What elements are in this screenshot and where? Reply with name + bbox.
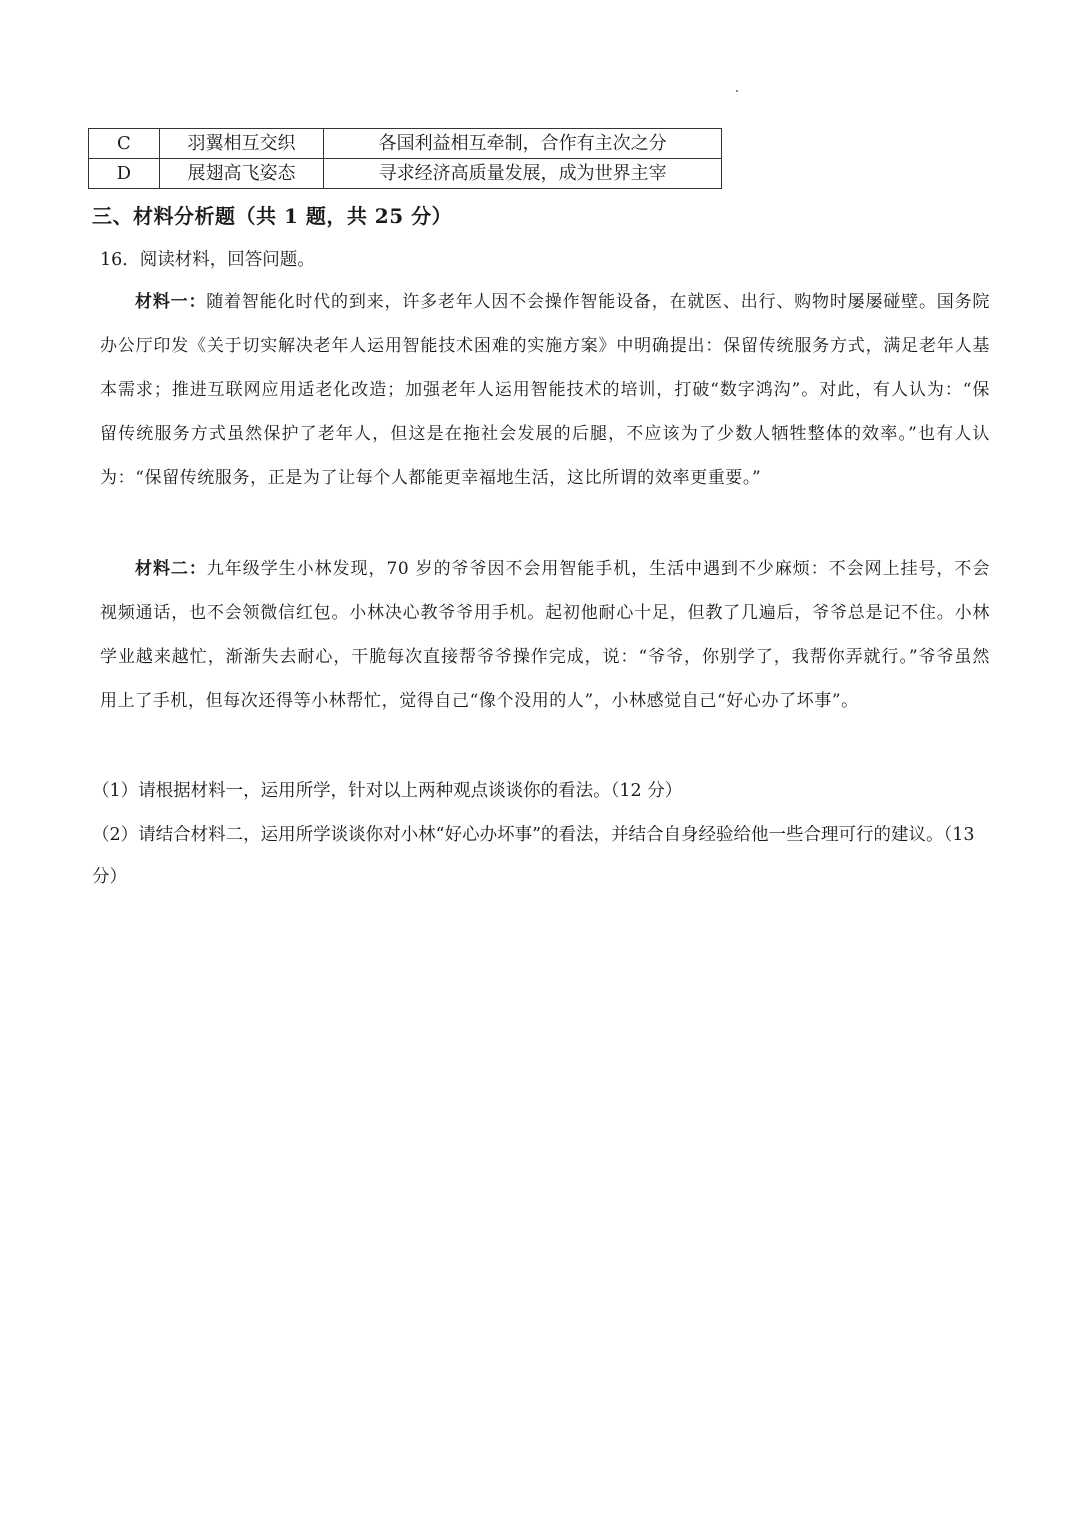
option-letter: D <box>89 159 160 189</box>
material-one-label: 材料一： <box>135 292 207 312</box>
scan-dot <box>736 90 738 92</box>
option-meaning: 各国利益相互牵制，合作有主次之分 <box>324 129 722 159</box>
option-meaning: 寻求经济高质量发展，成为世界主宰 <box>324 159 722 189</box>
options-table <box>88 128 722 189</box>
material-two-text: 九年级学生小林发现，70 岁的爷爷因不会用智能手机，生活中遇到不少麻烦：不会网上挂号，不会视频通话，也不会领微信红包。小林决心教爷爷用手机。起初他耐心十足，但教了几遍后，爷爷总是记不住。小林学业越来越忙，渐渐失去耐心，干脆每次直接帮爷爷操作完成，说：“爷爷，你别学了，我帮你弄就行。”爷爷虽然用上了手机，但每次还得等小林帮忙，觉得自己“像个没用的人”，小林感觉自己“好心办了坏事”。 <box>100 559 990 711</box>
sub-question-2: （2）请结合材料二，运用所学谈谈你对小林“好心办坏事”的看法，并结合自身经验给他一些合理可行的建议。（13 分） <box>92 825 975 887</box>
material-two-label: 材料二： <box>135 559 207 579</box>
option-image-desc: 展翅高飞姿态 <box>159 159 323 189</box>
sub-question-1: （1）请根据材料一，运用所学，针对以上两种观点谈谈你的看法。（12 分） <box>92 781 683 801</box>
option-image-desc: 羽翼相互交织 <box>159 129 323 159</box>
material-one <box>100 280 990 500</box>
section-title: 三、材料分析题（共 1 题，共 25 分） <box>92 204 453 228</box>
table-row <box>89 159 722 189</box>
option-letter: C <box>89 129 160 159</box>
question-stem: 16．阅读材料，回答问题。 <box>100 250 315 270</box>
table-row <box>89 129 722 159</box>
material-one-text: 随着智能化时代的到来，许多老年人因不会操作智能设备，在就医、出行、购物时屡屡碰壁。国务院办公厅印发《关于切实解决老年人运用智能技术困难的实施方案》中明确提出：保留传统服务方式，满足老年人基本需求；推进互联网应用适老化改造；加强老年人运用智能技术的培训，打破“数字鸿沟”。对此，有人认为：“保留传统服务方式虽然保护了老年人，但这是在拖社会发展的后腿，不应该为了少数人牺牲整体的效率。”也有人认为：“保留传统服务，正是为了让每个人都能更幸福地生活，这比所谓的效率更重要。” <box>100 292 990 488</box>
material-two <box>100 547 990 723</box>
